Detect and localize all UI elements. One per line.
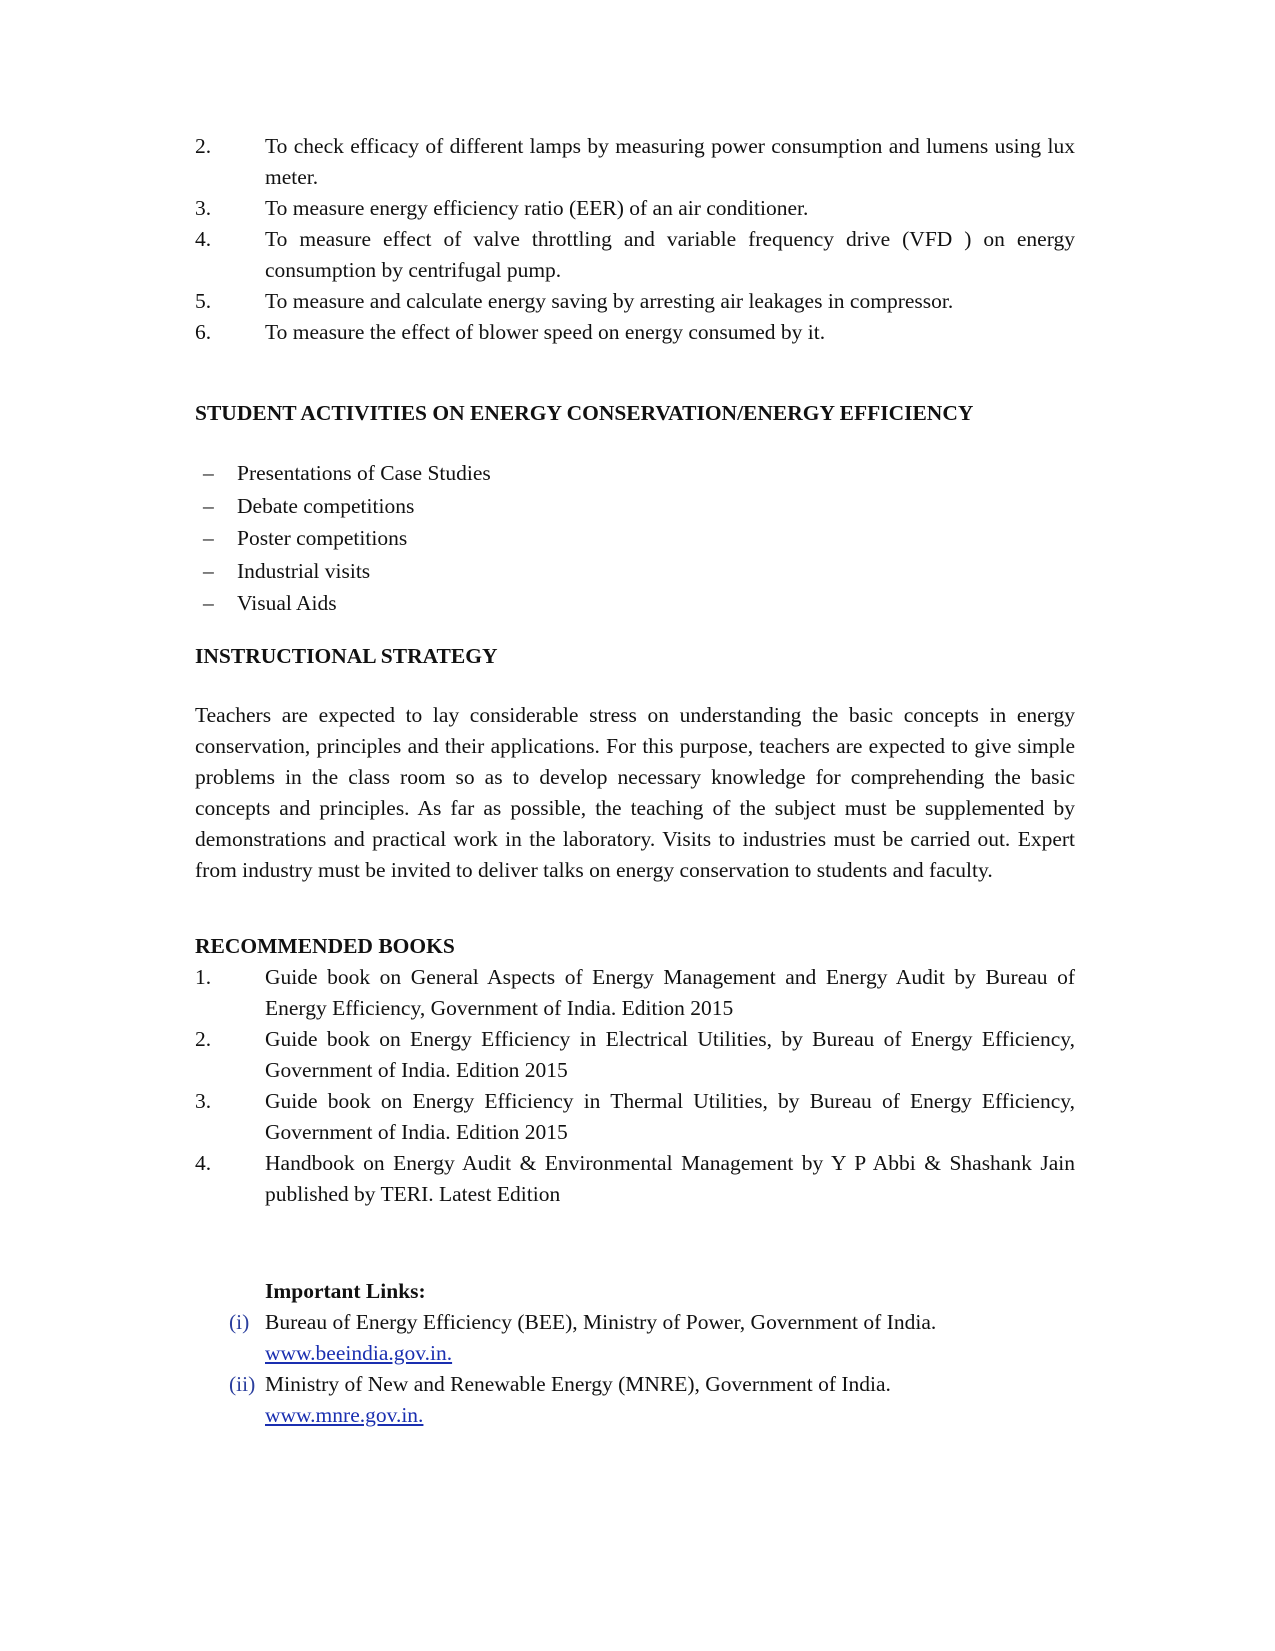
dash-bullet: – <box>203 526 214 550</box>
links-section <box>195 1276 1075 1431</box>
list-item <box>195 555 1075 588</box>
list-item <box>195 490 1075 523</box>
strategy-section <box>195 641 1075 672</box>
dash-bullet: – <box>203 591 214 615</box>
list-item-number: (i) <box>229 1310 250 1334</box>
list-item-number: 2. <box>195 134 212 158</box>
list-item-number: 3. <box>195 1089 212 1113</box>
list-item-number: 5. <box>195 289 212 313</box>
strategy-paragraph: Teachers are expected to lay considerable stress on understanding the basic concepts in energy conservation, principles and their applications. For this purpose, teachers are expected to give simple problems in the class room so as to develop necessary knowledge for comprehending the basic concepts and principles. As far as possible, the teaching of the subject must be supplemented by demonstrations and practical work in the laboratory. Visits to industries must be carried out. Expert from industry must be invited to deliver talks on energy conservation to students and faculty. <box>195 703 1075 882</box>
list-item <box>195 522 1075 555</box>
list-item <box>195 193 1075 224</box>
links-heading: Important Links: <box>265 1279 426 1303</box>
list-item <box>195 317 1075 348</box>
list-item <box>195 1086 1075 1148</box>
activities-list <box>195 457 1075 620</box>
list-item-number: 2. <box>195 1027 212 1051</box>
list-item-text: To measure the effect of blower speed on energy consumed by it. <box>265 320 826 344</box>
list-item-text: Poster competitions <box>237 526 408 550</box>
activities-heading: STUDENT ACTIVITIES ON ENERGY CONSERVATION/ENERGY EFFICIENCY <box>195 401 974 425</box>
list-item-text: Guide book on Energy Efficiency in Electrical Utilities, by Bureau of Energy Efficiency, Government of India. Edition 2015 <box>265 1027 1075 1082</box>
strategy-body <box>195 700 1075 886</box>
experiments-list <box>195 131 1075 348</box>
list-item-number: 4. <box>195 227 212 251</box>
list-item-text: Handbook on Energy Audit & Environmental Management by Y P Abbi & Shashank Jain published by TERI. Latest Edition <box>265 1151 1075 1206</box>
experiments-section <box>195 131 1075 348</box>
dash-bullet: – <box>203 558 214 583</box>
list-item <box>195 457 1075 490</box>
list-item-number: 6. <box>195 320 212 344</box>
list-item-text: Presentations of Case Studies <box>237 461 491 485</box>
list-item-number: 3. <box>195 196 212 220</box>
list-item <box>195 1369 1075 1431</box>
link-description: Ministry of New and Renewable Energy (MNRE), Government of India. <box>265 1372 891 1396</box>
dash-bullet: – <box>203 461 214 485</box>
books-section <box>195 931 1075 1210</box>
list-item <box>195 1307 1075 1369</box>
list-item-number: 1. <box>195 965 212 989</box>
list-item-text: Guide book on General Aspects of Energy Management and Energy Audit by Bureau of Energy Efficiency, Government of India. Edition 2015 <box>265 965 1075 1020</box>
links-list <box>195 1307 1075 1431</box>
list-item-text: Visual Aids <box>237 591 337 615</box>
list-item-text: To measure effect of valve throttling and variable frequency drive (VFD ) on energy consumption by centrifugal pump. <box>265 227 1075 282</box>
list-item-number: (ii) <box>229 1372 256 1396</box>
list-item <box>195 224 1075 286</box>
bee-website-link[interactable]: www.beeindia.gov.in. <box>265 1341 453 1365</box>
strategy-heading: INSTRUCTIONAL STRATEGY <box>195 644 498 668</box>
link-description: Bureau of Energy Efficiency (BEE), Ministry of Power, Government of India. <box>265 1310 937 1334</box>
list-item <box>195 587 1075 620</box>
list-item-text: To measure energy efficiency ratio (EER) of an air conditioner. <box>265 196 809 220</box>
list-item-number: 4. <box>195 1151 212 1175</box>
list-item-text: Debate competitions <box>237 493 415 518</box>
activities-section <box>195 398 1075 429</box>
list-item-text: Industrial visits <box>237 558 371 583</box>
list-item <box>195 131 1075 193</box>
list-item <box>195 962 1075 1024</box>
list-item-text: To measure and calculate energy saving by arresting air leakages in compressor. <box>265 289 954 313</box>
list-item <box>195 1148 1075 1210</box>
list-item-text: Guide book on Energy Efficiency in Thermal Utilities, by Bureau of Energy Efficiency, Government of India. Edition 2015 <box>265 1089 1075 1144</box>
dash-bullet: – <box>203 493 214 518</box>
activities-list-wrapper <box>195 457 1075 620</box>
mnre-website-link[interactable]: www.mnre.gov.in. <box>265 1403 424 1427</box>
list-item <box>195 286 1075 317</box>
list-item <box>195 1024 1075 1086</box>
books-list <box>195 962 1075 1210</box>
list-item-text: To check efficacy of different lamps by measuring power consumption and lumens using lux meter. <box>265 134 1075 189</box>
books-heading: RECOMMENDED BOOKS <box>195 934 455 958</box>
